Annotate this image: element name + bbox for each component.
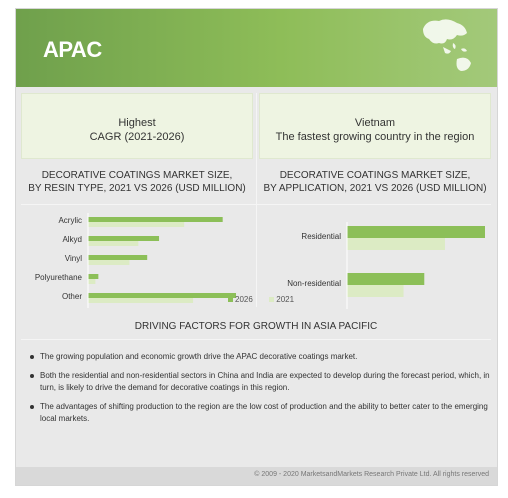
driver-item: Both the residential and non-residential sectors in China and India are expected to develop during the forecast period, which, in turn, is likely to drive the demand for decorative coatings in this region. bbox=[30, 370, 490, 395]
asia-pacific-map-icon bbox=[417, 15, 475, 77]
driver-item: The advantages of shifting production to the region are the low cost of production and the ability to better cater to the emerging local markets. bbox=[30, 401, 490, 426]
bar-2021 bbox=[347, 285, 404, 297]
application-chart-title-line2: BY APPLICATION, 2021 VS 2026 (USD MILLION) bbox=[263, 183, 487, 194]
highest-cagr-box bbox=[21, 93, 253, 159]
bar-2026 bbox=[88, 236, 159, 241]
drivers-list bbox=[30, 351, 490, 432]
category-label: Acrylic bbox=[58, 216, 82, 225]
application-chart-title-line1: DECORATIVE COATINGS MARKET SIZE, bbox=[279, 170, 471, 181]
category-label: Polyurethane bbox=[34, 273, 82, 282]
chart-legend bbox=[228, 295, 294, 304]
country-note: The fastest growing country in the region bbox=[275, 131, 475, 143]
application-bar-chart bbox=[257, 205, 497, 309]
fastest-country-box bbox=[259, 93, 491, 159]
legend-swatch-2021 bbox=[269, 297, 274, 302]
bar-2021 bbox=[88, 241, 138, 246]
bar-2021 bbox=[88, 298, 193, 303]
category-label: Alkyd bbox=[62, 235, 82, 244]
bar-2021 bbox=[347, 238, 445, 250]
infographic-frame bbox=[15, 8, 498, 486]
bar-2026 bbox=[347, 226, 485, 238]
bar-2021 bbox=[88, 279, 95, 284]
category-label: Residential bbox=[301, 232, 341, 241]
category-label: Vinyl bbox=[64, 254, 82, 263]
copyright-text: © 2009 - 2020 MarketsandMarkets Research Private Ltd. All rights reserved bbox=[254, 471, 489, 478]
header-banner bbox=[16, 9, 497, 87]
bar-2021 bbox=[88, 222, 184, 227]
legend-label-2026: 2026 bbox=[235, 295, 253, 305]
bar-2026 bbox=[88, 217, 223, 222]
bar-2021 bbox=[88, 260, 129, 265]
legend-label-2021: 2021 bbox=[276, 295, 295, 305]
application-chart-title bbox=[259, 169, 491, 195]
region-title: APAC bbox=[43, 37, 102, 62]
highlight-value: CAGR (2021-2026) bbox=[89, 131, 185, 143]
bar-2026 bbox=[347, 273, 424, 285]
drivers-title: DRIVING FACTORS FOR GROWTH IN ASIA PACIFIC bbox=[134, 321, 378, 332]
category-label: Non-residential bbox=[287, 279, 341, 288]
driver-item: The growing population and economic growth drive the APAC decorative coatings market. bbox=[30, 351, 490, 364]
category-label: Other bbox=[61, 292, 82, 301]
resin-type-bar-chart bbox=[16, 205, 256, 309]
bar-2026 bbox=[88, 293, 236, 298]
resin-chart-title bbox=[21, 169, 253, 195]
bar-2026 bbox=[88, 255, 147, 260]
legend-swatch-2026 bbox=[228, 297, 233, 302]
resin-chart-title-line1: DECORATIVE COATINGS MARKET SIZE, bbox=[41, 170, 233, 181]
bar-2026 bbox=[88, 274, 98, 279]
resin-chart-title-line2: BY RESIN TYPE, 2021 VS 2026 (USD MILLION) bbox=[28, 183, 246, 194]
country-name: Vietnam bbox=[354, 117, 396, 129]
highlight-label: Highest bbox=[118, 117, 156, 129]
drivers-divider bbox=[21, 339, 491, 340]
footer-bar bbox=[16, 467, 497, 485]
